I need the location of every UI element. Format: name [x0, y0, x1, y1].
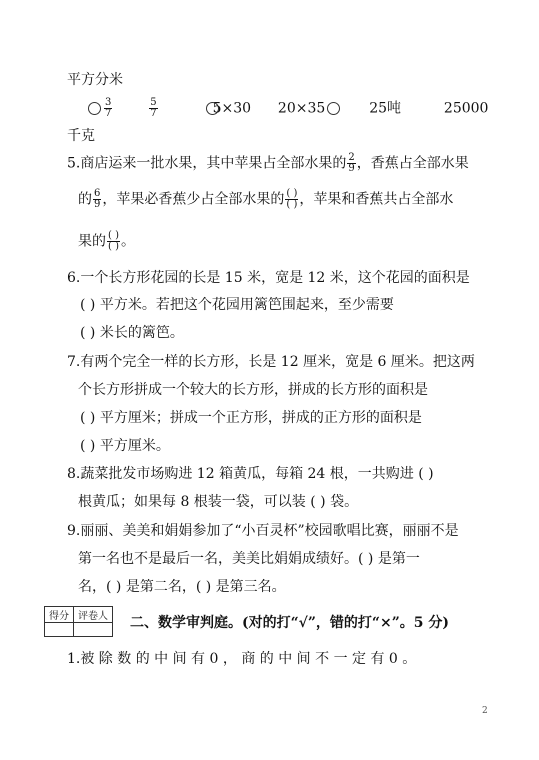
score-table — [44, 606, 113, 637]
question-8: 8.蔬菜批发市场购进 12 箱黄瓜，每箱 24 根，一共购进 ( ) — [67, 466, 434, 482]
question-5: 5.商店运来一批水果，其中苹果占全部水果的 $\frac{2}{9}$ ，香蕉占全部水果 — [67, 152, 469, 174]
page-number: 2 — [482, 706, 488, 716]
expression: 5×30 — [212, 100, 252, 117]
text-line: 平方分米 — [67, 72, 123, 88]
section-heading: 二、数学审判庭。(对的打“√”，错的打“×”。5 分) — [130, 615, 450, 631]
expression: 25吨 — [369, 100, 402, 117]
question-5-cont: 果的 $\frac{( )}{( )}$ 。 — [78, 230, 135, 252]
question-7: 7.有两个完全一样的长方形，长是 12 厘米，宽是 6 厘米。把这两 — [67, 354, 475, 370]
judgement-1: 1.被 除 数 的 中 间 有 0 ， 商 的 中 间 不 一 定 有 0 。 — [67, 651, 417, 667]
question-7-cont: ( ) 平方厘米。 — [80, 438, 170, 454]
compare-row — [86, 98, 488, 119]
grader-label: 评卷人 — [74, 607, 113, 623]
answer-blank[interactable]: $\frac{( )}{( )}$ — [108, 230, 119, 252]
fraction: $\frac{3}{7}$ — [105, 97, 112, 119]
expression: 25000 — [443, 100, 489, 117]
expression: 20×35 — [277, 100, 326, 117]
score-cell[interactable] — [45, 623, 74, 637]
question-5-cont: 的 $\frac{6}{9}$ ，苹果必香蕉少占全部水果的 $\frac{( )}{( )}$ ，苹果和香蕉共占全部水 — [78, 188, 454, 210]
question-9: 9.丽丽、美美和娟娟参加了“小百灵杯”校园歌唱比赛，丽丽不是 — [67, 523, 459, 539]
fraction: $\frac{6}{9}$ — [94, 188, 101, 210]
question-7-cont: ( ) 平方厘米；拼成一个正方形，拼成的正方形的面积是 — [80, 410, 422, 426]
question-7-cont: 个长方形拼成一个较大的长方形，拼成的长方形的面积是 — [78, 382, 428, 398]
question-9-cont: 名，( ) 是第二名，( ) 是第三名。 — [78, 579, 286, 595]
question-8-cont: 根黄瓜；如果每 8 根装一袋，可以装 ( ) 袋。 — [78, 494, 359, 510]
question-6-cont: ( ) 米长的篱笆。 — [80, 325, 184, 341]
grader-cell[interactable] — [74, 623, 113, 637]
question-6: 6.一个长方形花园的长是 15 米，宽是 12 米，这个花园的面积是 — [67, 270, 470, 286]
compare-circle[interactable] — [327, 102, 340, 115]
answer-blank[interactable]: $\frac{( )}{( )}$ — [286, 188, 298, 210]
question-6-cont: ( ) 平方米。若把这个花园用篱笆围起来，至少需要 — [80, 297, 394, 313]
compare-circle[interactable] — [88, 102, 101, 115]
question-9-cont: 第一名也不是最后一名，美美比娟娟成绩好。( ) 是第一 — [78, 551, 420, 567]
fraction: $\frac{2}{9}$ — [348, 152, 355, 174]
text-line: 千克 — [67, 128, 95, 144]
score-label: 得分 — [45, 607, 74, 623]
fraction: $\frac{5}{7}$ — [150, 97, 157, 119]
